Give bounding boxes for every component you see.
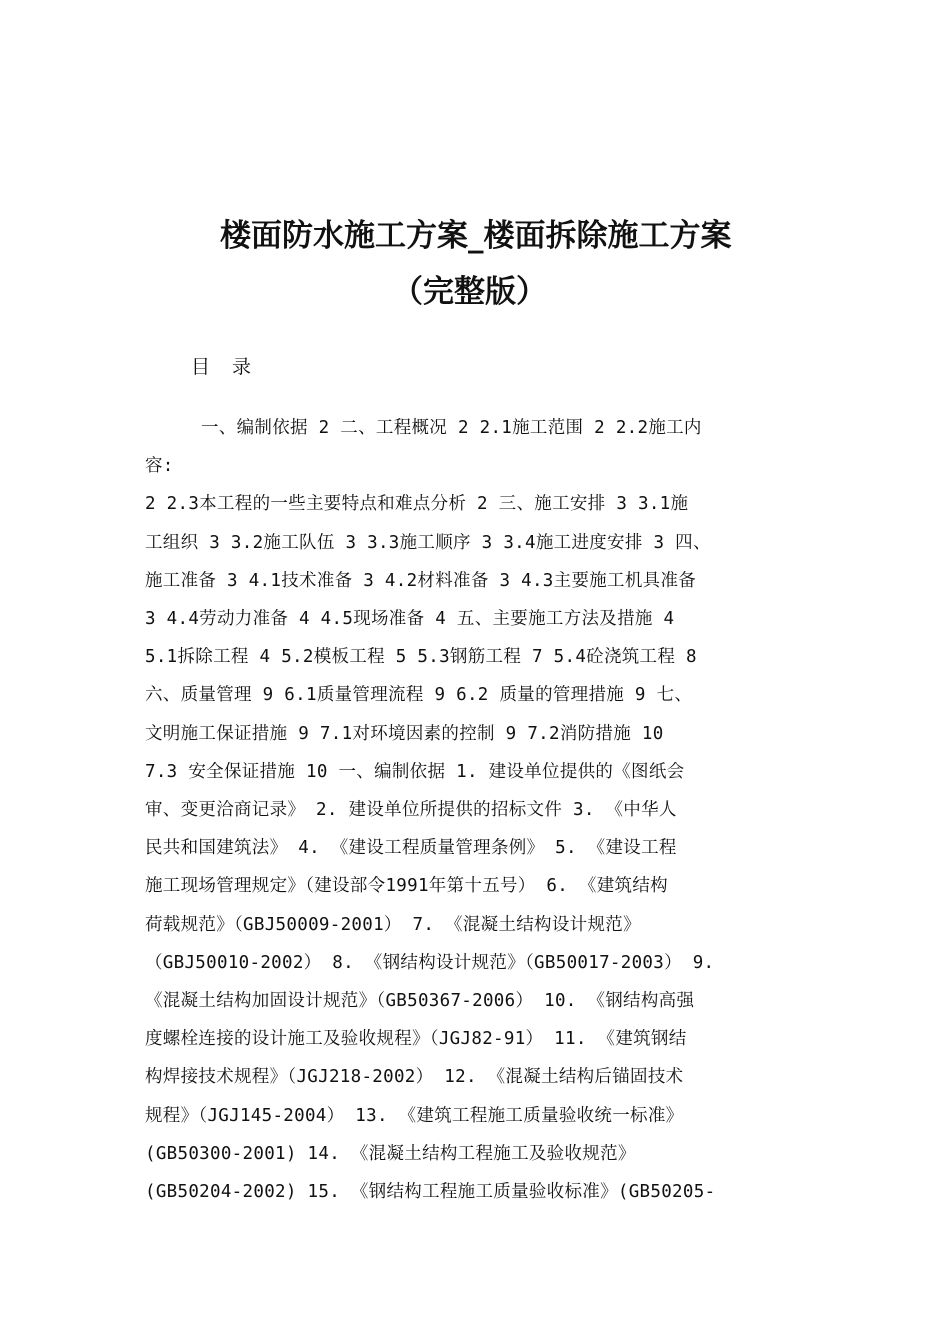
text-line: 容: <box>145 456 174 477</box>
text-line: 工组织 3 3.2施工队伍 3 3.3施工顺序 3 3.4施工进度安排 3 四、 <box>145 532 711 553</box>
text-line: 《混凝土结构加固设计规范》（GB50367-2006） 10. 《钢结构高强 <box>145 991 695 1012</box>
text-line: 荷载规范》（GBJ50009-2001） 7. 《混凝土结构设计规范》 <box>145 914 641 935</box>
title-line-1: 楼面防水施工方案_楼面拆除施工方案 <box>220 218 732 254</box>
text-line: 构焊接技术规程》（JGJ218-2002） 12. 《混凝土结构后锚固技术 <box>145 1067 684 1088</box>
text-line: 施工现场管理规定》（建设部令1991年第十五号） 6. 《建筑结构 <box>145 876 668 897</box>
text-line: 民共和国建筑法》 4. 《建设工程质量管理条例》 5. 《建设工程 <box>145 838 677 859</box>
text-line: 7.3 安全保证措施 10 一、编制依据 1. 建设单位提供的《图纸会 <box>145 761 685 782</box>
text-line: (GB50300-2001) 14. 《混凝土结构工程施工及验收规范》 <box>145 1143 636 1164</box>
text-line: 2 2.3本工程的一些主要特点和难点分析 2 三、施工安排 3 3.1施 <box>145 494 689 515</box>
text-line: 施工准备 3 4.1技术准备 3 4.2材料准备 3 4.3主要施工机具准备 <box>145 570 697 591</box>
toc-heading: 目 录 <box>191 356 260 378</box>
text-line: （GBJ50010-2002） 8. 《钢结构设计规范》（GB50017-2003） 9. <box>145 952 715 973</box>
text-line: 审、变更洽商记录》 2. 建设单位所提供的招标文件 3. 《中华人 <box>145 800 677 821</box>
body-text <box>145 409 807 1211</box>
text-line: 六、质量管理 9 6.1质量管理流程 9 6.2 质量的管理措施 9 七、 <box>145 685 693 706</box>
text-line: 一、编制依据 2 二、工程概况 2 2.1施工范围 2 2.2施工内 <box>201 418 702 438</box>
text-line: 3 4.4劳动力准备 4 4.5现场准备 4 五、主要施工方法及措施 4 <box>145 609 675 630</box>
text-line: 规程》（JGJ145-2004） 13. 《建筑工程施工质量验收统一标准》 <box>145 1105 684 1126</box>
text-line: 文明施工保证措施 9 7.1对环境因素的控制 9 7.2消防措施 10 <box>145 723 664 744</box>
text-line: 5.1拆除工程 4 5.2模板工程 5 5.3钢筋工程 7 5.4砼浇筑工程 8 <box>145 647 697 668</box>
title-line-2: （完整版） <box>392 274 547 310</box>
document-title <box>140 208 880 320</box>
text-line: 度螺栓连接的设计施工及验收规程》（JGJ82-91） 11. 《建筑钢结 <box>145 1029 687 1050</box>
text-line: (GB50204-2002) 15. 《钢结构工程施工质量验收标准》(GB50205- <box>145 1182 716 1203</box>
